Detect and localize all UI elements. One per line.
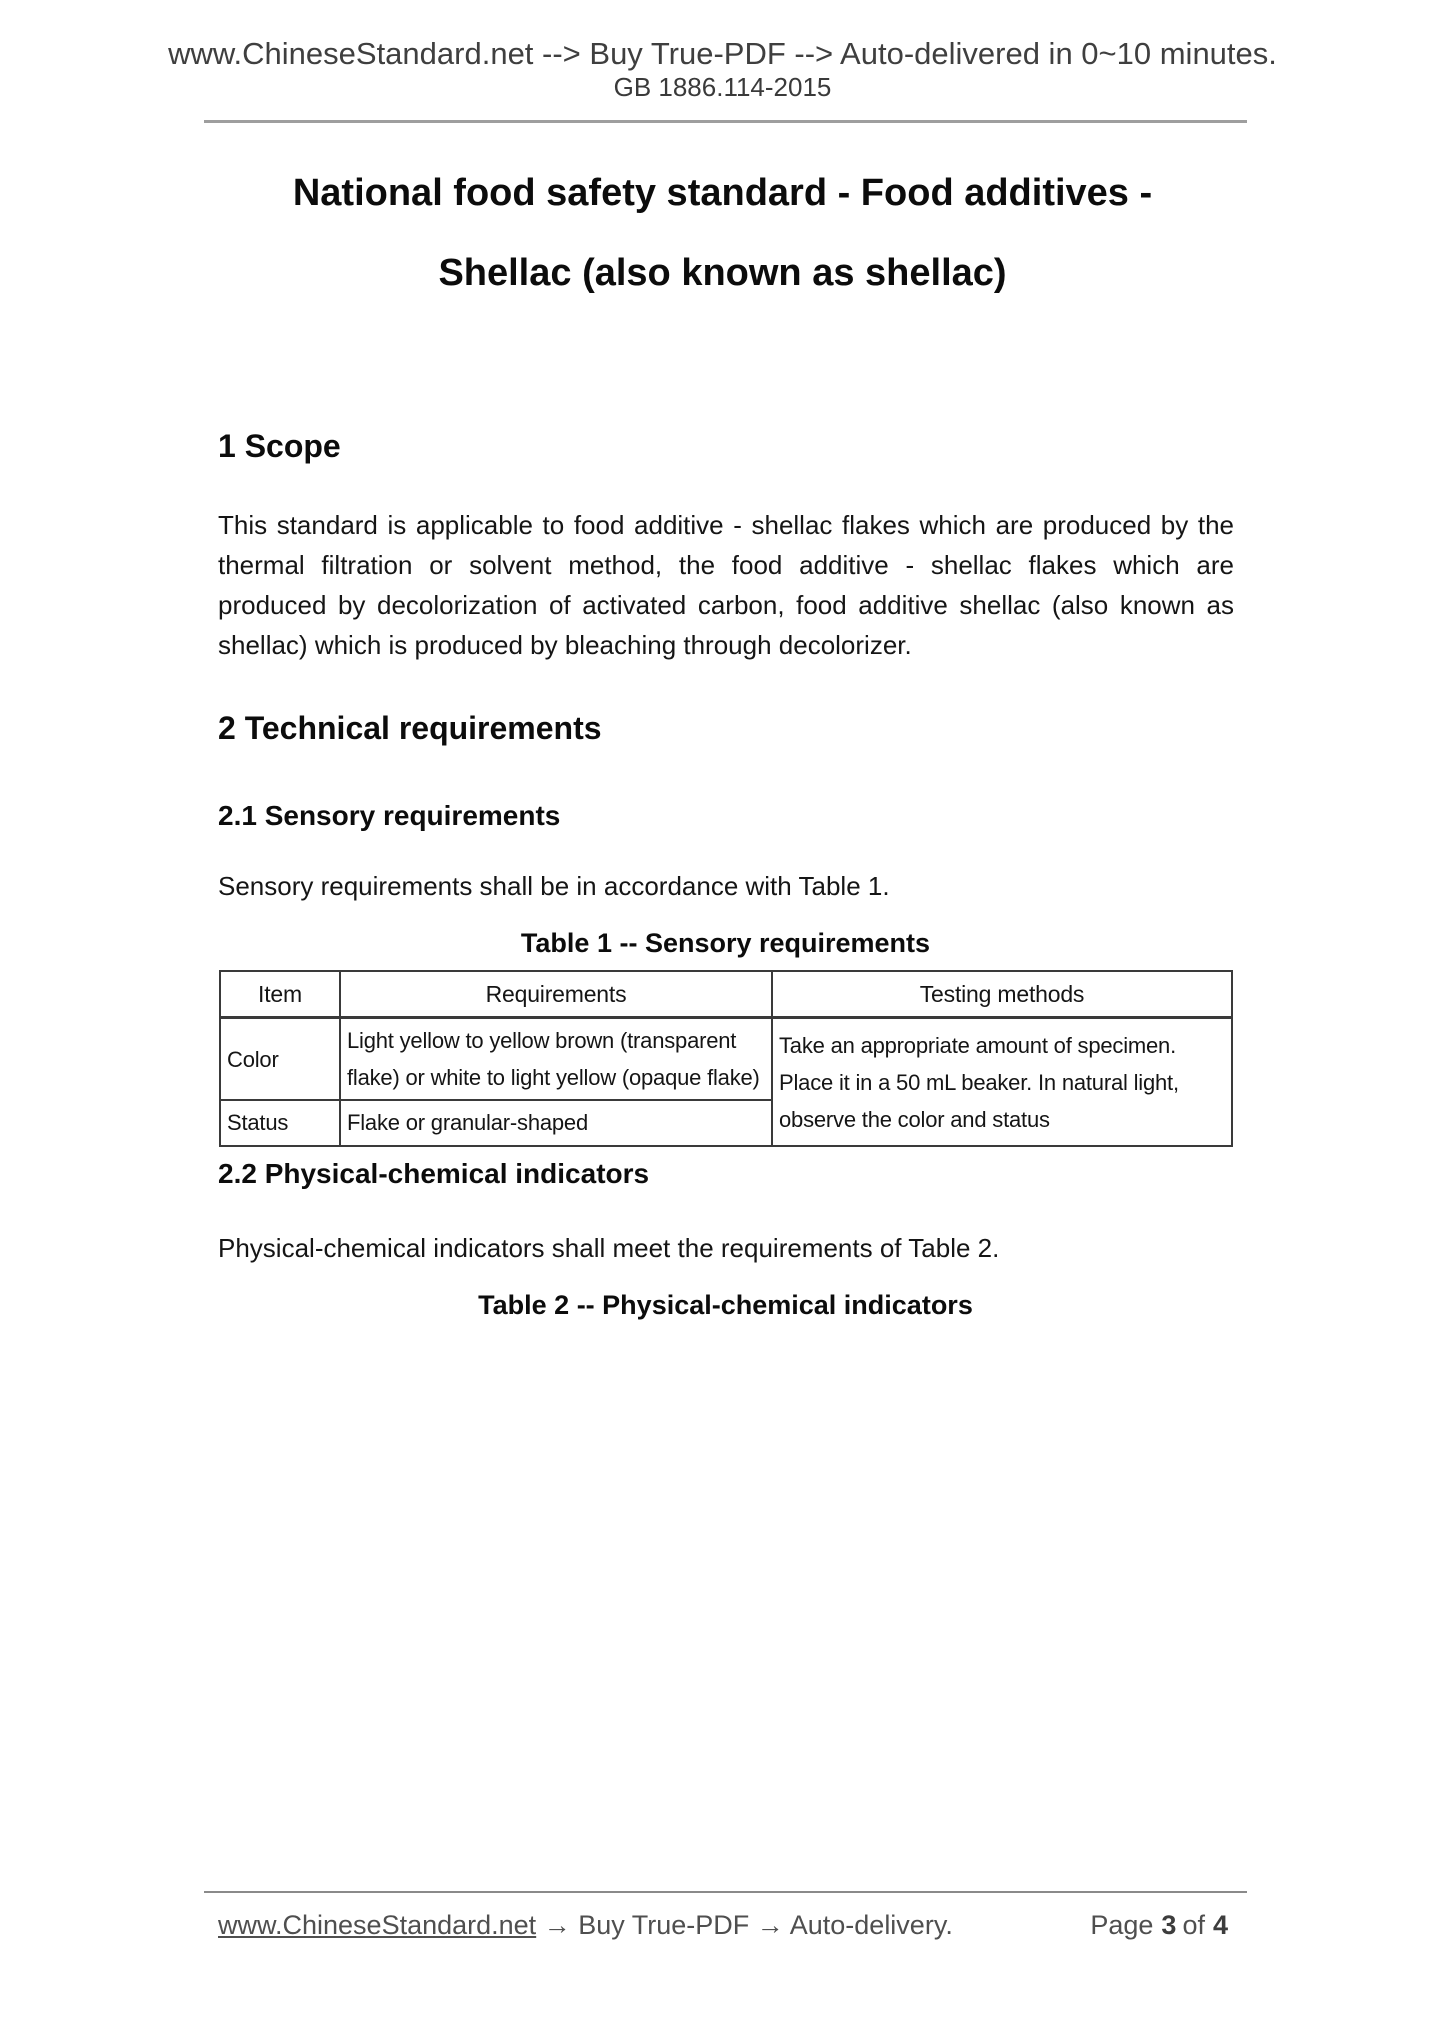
table2-caption: Table 2 -- Physical-chemical indicators: [478, 1290, 973, 1320]
sensory-requirements-table: [219, 970, 1233, 1147]
table-cell-item-color: Color: [220, 1018, 340, 1101]
table-header-requirements: Requirements: [340, 971, 772, 1018]
document-title-line2: Shellac (also known as shellac): [438, 252, 1007, 294]
table-cell-requirement-status: Flake or granular-shaped: [340, 1100, 772, 1146]
table-header-row: [220, 971, 1232, 1018]
scope-heading: 1 Scope: [218, 428, 341, 464]
footer-site-link[interactable]: www.ChineseStandard.net: [218, 1910, 537, 1940]
footer-delivery-text: → Buy True-PDF → Auto-delivery.: [536, 1910, 953, 1940]
table-cell-item-status: Status: [220, 1100, 340, 1146]
page-of-label: of: [1182, 1910, 1205, 1940]
footer-divider: [204, 1891, 1247, 1893]
header-banner: www.ChineseStandard.net --> Buy True-PDF --> Auto-delivered in 0~10 minutes.: [168, 36, 1277, 71]
table-cell-requirement-color: Light yellow to yellow brown (transparent flake) or white to light yellow (opaque flake): [340, 1018, 772, 1101]
technical-requirements-heading: 2 Technical requirements: [218, 710, 602, 746]
table-header-item: Item: [220, 971, 340, 1018]
page-current: 3: [1161, 1910, 1177, 1940]
header-divider: [204, 120, 1247, 123]
document-title-line1: National food safety standard - Food additives -: [292, 172, 1153, 214]
page-indicator: [1090, 1910, 1234, 1941]
physical-chemical-intro-paragraph: Physical-chemical indicators shall meet the requirements of Table 2.: [218, 1233, 1000, 1263]
scope-paragraph: This standard is applicable to food additive - shellac flakes which are produced by the thermal filtration or solvent method, the food additive - shellac flakes which are produced by decolorization of activated carbon, food additive shellac (also known as shellac) which is produced by bleaching through decolorizer.: [218, 510, 1234, 660]
table-cell-testing-method: Take an appropriate amount of specimen. Place it in a 50 mL beaker. In natural light, observe the color and status: [772, 1018, 1232, 1147]
header-standard-code: GB 1886.114-2015: [613, 72, 832, 102]
table-header-testing-methods: Testing methods: [772, 971, 1232, 1018]
page-label: Page: [1090, 1910, 1154, 1940]
table1-caption: Table 1 -- Sensory requirements: [520, 928, 931, 958]
footer-text: [218, 1910, 953, 1941]
page-total: 4: [1212, 1910, 1228, 1940]
physical-chemical-heading: 2.2 Physical-chemical indicators: [218, 1158, 650, 1189]
footer: [218, 1910, 1234, 1941]
sensory-intro-paragraph: Sensory requirements shall be in accordance with Table 1.: [218, 871, 890, 901]
sensory-requirements-heading: 2.1 Sensory requirements: [218, 800, 561, 831]
table-row: [220, 1018, 1232, 1101]
